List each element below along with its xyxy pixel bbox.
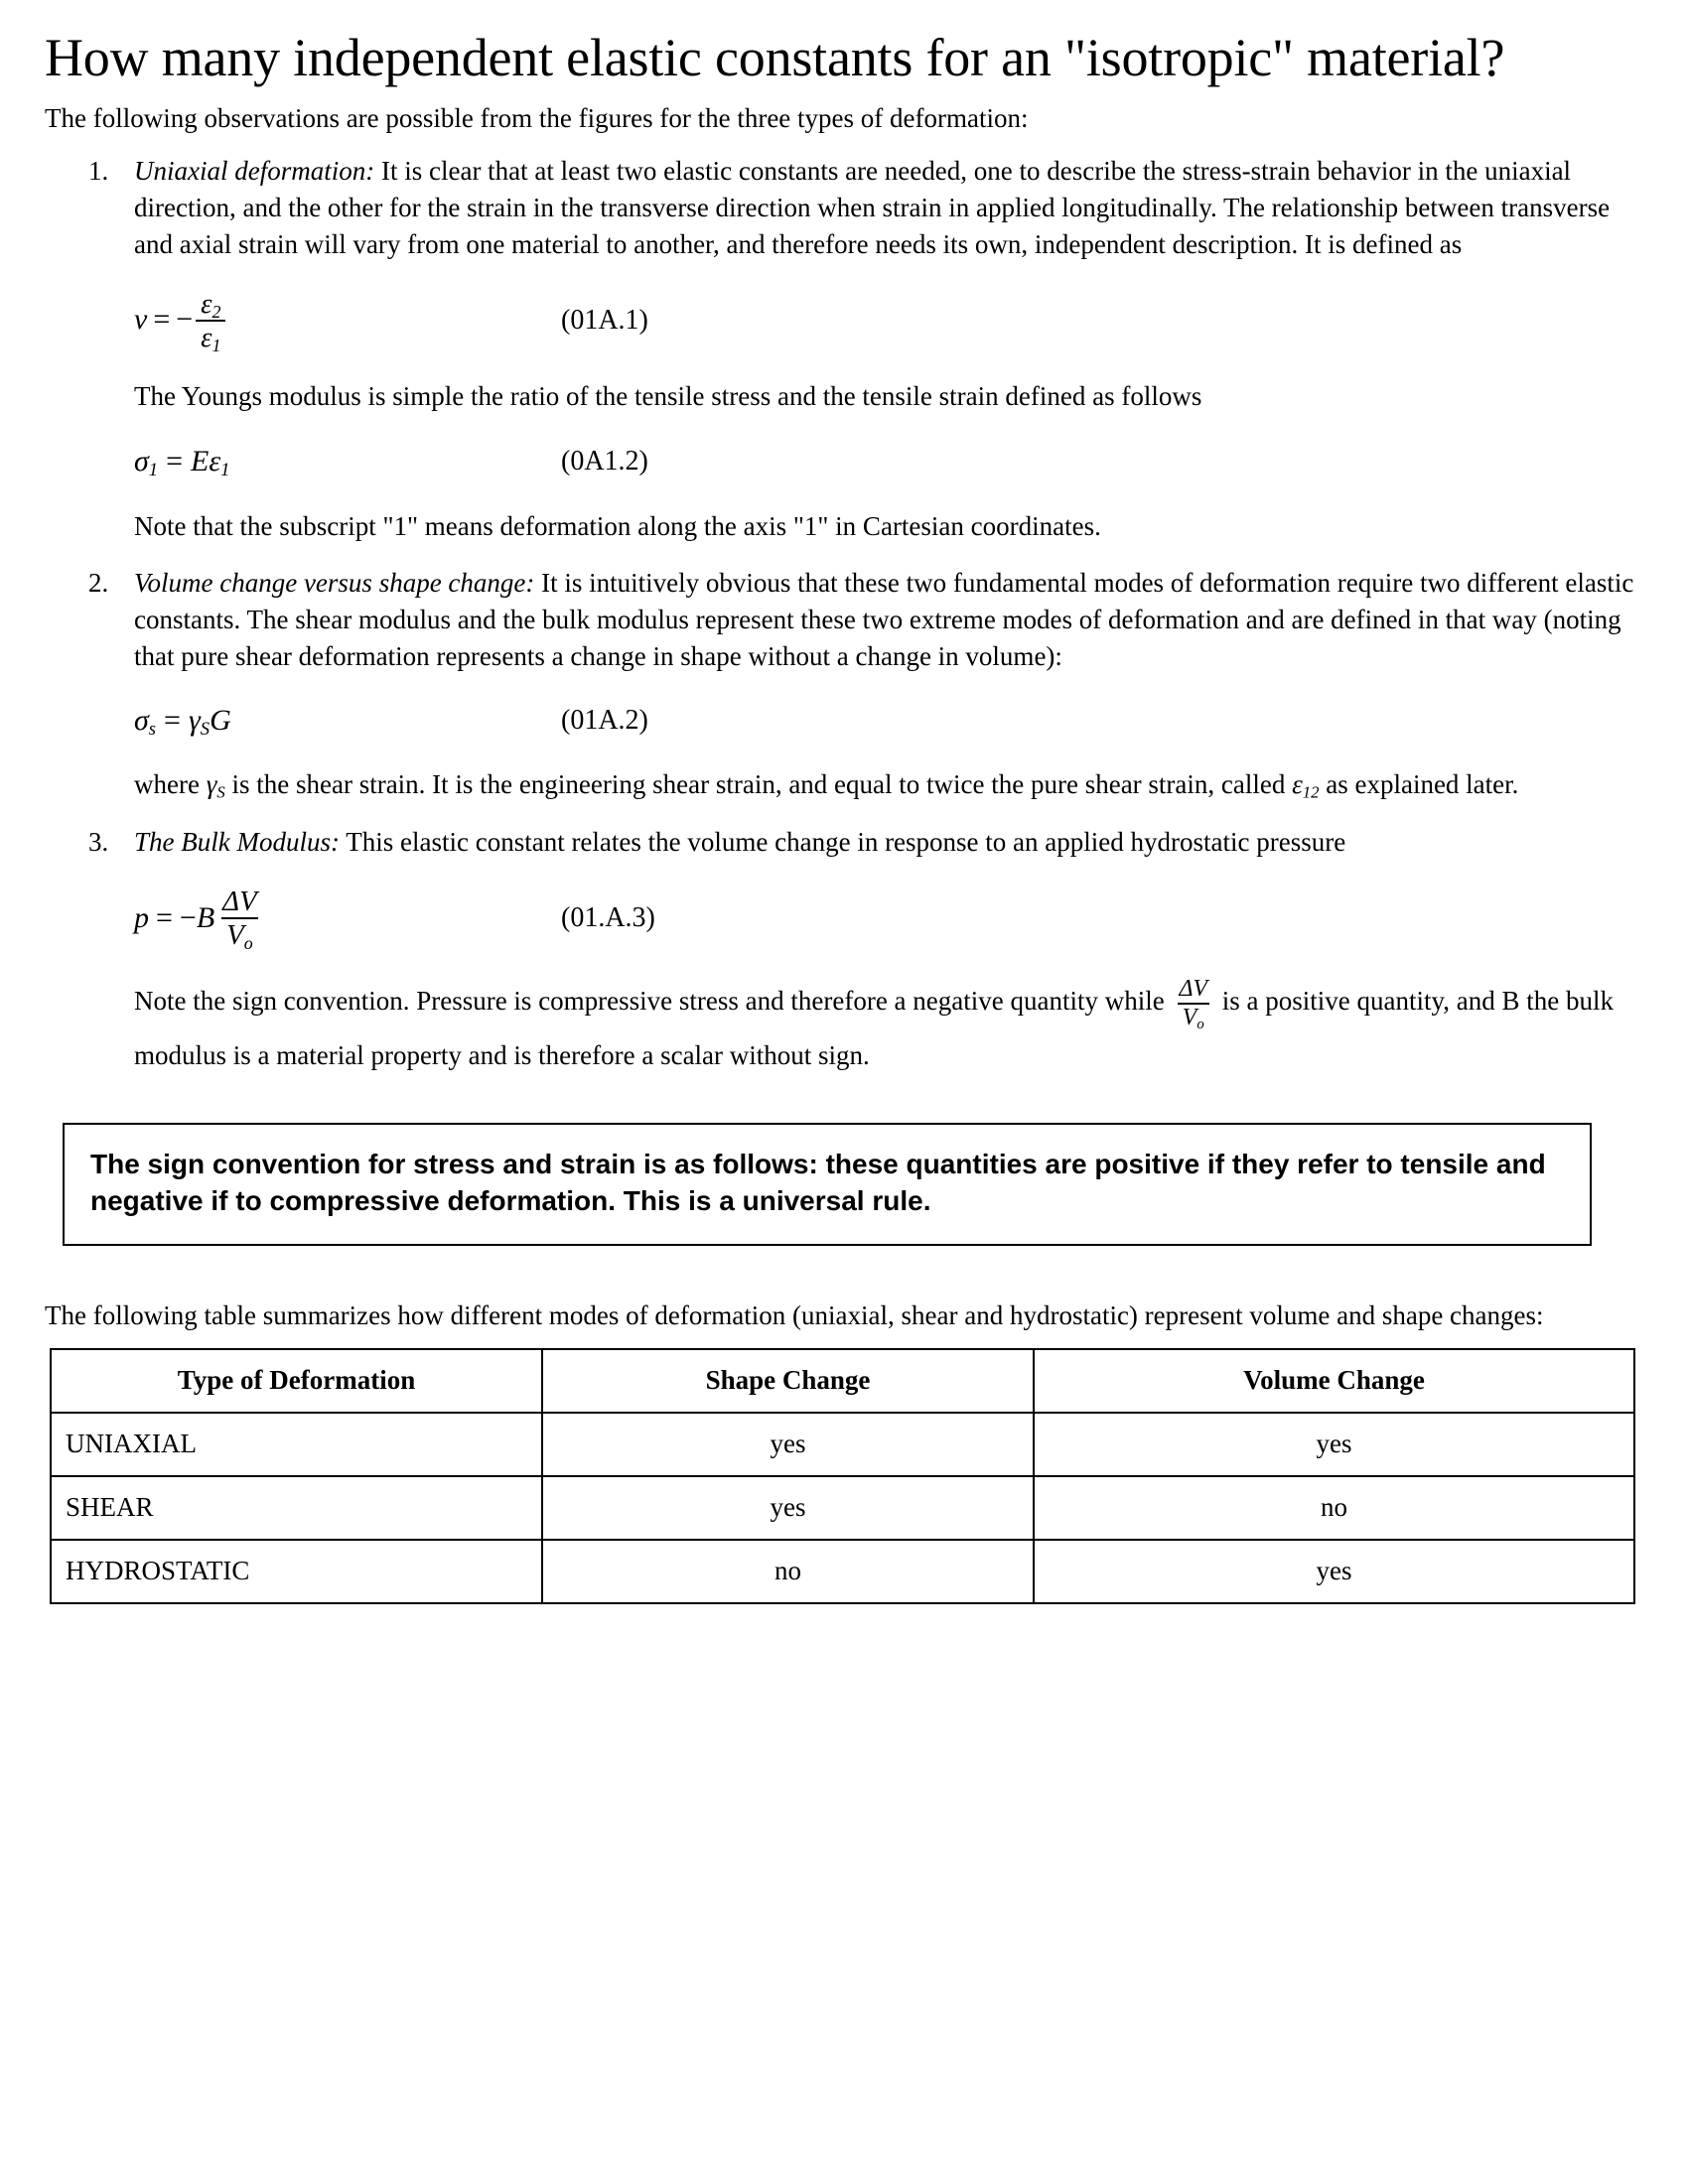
sign-note-denominator [1178, 1003, 1209, 1033]
table-header-type: Type of Deformation [51, 1349, 542, 1413]
poisson-num-symbol: ε [201, 287, 212, 320]
shear-note-before: where [134, 769, 207, 800]
bulk-pressure-symbol: p [134, 900, 149, 934]
sign-note-den-symbol: V [1182, 1005, 1197, 1031]
youngs-sigma: σ [134, 444, 149, 478]
table-header-volume: Volume Change [1034, 1349, 1634, 1413]
shear-sigma: σ [134, 703, 149, 737]
table-intro-paragraph: The following table summarizes how different modes of deformation (uniaxial, shear and hydrostatic) represent volume and shape changes: [45, 1300, 1544, 1331]
poisson-minus: − [176, 303, 194, 337]
sign-note-before: Note the sign convention. Pressure is compressive stress and therefore a negative quantity while [134, 986, 1172, 1017]
shear-sigma-group [134, 701, 156, 742]
youngs-epsilon-group [209, 442, 229, 482]
sign-note-den-subscript: o [1196, 1017, 1204, 1033]
table-row [51, 1540, 1634, 1603]
cell-volume-hydrostatic: yes [1034, 1540, 1634, 1603]
observation-item-3 [134, 824, 1643, 1081]
youngs-epsilon-subscript: 1 [220, 460, 230, 480]
cell-shape-shear: yes [542, 1476, 1034, 1540]
shear-note-gamma-group [206, 769, 225, 803]
cell-type-hydrostatic: HYDROSTATIC [51, 1540, 542, 1603]
equation-youngs [134, 442, 1643, 482]
youngs-sigma-group [134, 442, 158, 482]
equation-poisson [134, 287, 1643, 355]
bulk-numerator: ΔV [222, 885, 257, 917]
sign-note-fraction [1174, 976, 1212, 1033]
intro-paragraph: The following observations are possible from the figures for the three types of deformation: [45, 103, 1029, 134]
equation-youngs-body [134, 442, 561, 482]
poisson-symbol: ν [134, 303, 148, 337]
equation-youngs-label: (0A1.2) [561, 446, 648, 478]
deformation-summary-table [50, 1348, 1635, 1604]
equation-bulk [134, 885, 1643, 954]
observation-text-3: This elastic constant relates the volume change in response to an applied hydrostatic pressure [339, 827, 1346, 858]
observation-lead-3: The Bulk Modulus: [134, 827, 340, 858]
poisson-denominator [196, 320, 225, 355]
youngs-intro: The Youngs modulus is simple the ratio of the tensile stress and the tensile strain defined as follows [134, 381, 1202, 411]
cell-shape-hydrostatic: no [542, 1540, 1034, 1603]
cell-shape-uniaxial: yes [542, 1413, 1034, 1476]
equation-shear-label: (01A.2) [561, 704, 648, 736]
poisson-den-symbol: ε [201, 321, 212, 353]
shear-gamma-subscript: S [200, 718, 211, 740]
observation-lead-1: Uniaxial deformation: [134, 156, 375, 187]
shear-modulus-symbol: G [210, 703, 231, 737]
poisson-den-subscript: 1 [211, 335, 221, 355]
equation-bulk-body [134, 885, 561, 954]
bulk-den-subscript: o [243, 933, 253, 954]
equation-poisson-label: (01A.1) [561, 304, 648, 336]
poisson-num-subscript: 2 [211, 301, 221, 322]
poisson-numerator [196, 289, 225, 320]
poisson-equals: = [153, 303, 171, 337]
shear-gamma: γ [188, 703, 201, 737]
bulk-den-symbol: V [226, 919, 244, 952]
observation-text-1: It is clear that at least two elastic constants are needed, one to describe the stress-strain behavior in the uniaxial direction, and the other for the strain in the transverse direction when strain in applied longitudinally. The relationship between transverse and axial strain will vary from one material to another, and therefore needs its own, independent description. It is defined as [134, 156, 1611, 259]
shear-note-epsilon-group [1292, 769, 1320, 803]
shear-note-epsilon: ε [1292, 769, 1303, 800]
table-row [51, 1476, 1634, 1540]
cell-volume-uniaxial: yes [1034, 1413, 1634, 1476]
page-title: How many independent elastic constants for an "isotropic" material? [45, 28, 1505, 87]
shear-note-epsilon-subscript: 12 [1302, 783, 1320, 803]
sign-note-numerator: ΔV [1179, 976, 1208, 1003]
observation-item-2 [134, 565, 1643, 804]
observation-item-1 [134, 153, 1643, 545]
equation-shear [134, 701, 1643, 742]
sign-convention-note [134, 976, 1643, 1081]
bulk-modulus-symbol: B [196, 900, 215, 934]
cell-volume-shear: no [1034, 1476, 1634, 1540]
shear-note-gamma-subscript: S [216, 783, 225, 803]
sign-note-after: is a positive quantity, and B the bulk modulus is a material property and is therefore a scalar without sign. [134, 986, 1614, 1071]
observation-text-2: It is intuitively obvious that these two fundamental modes of deformation require two different elastic constants. The shear modulus and the bulk modulus represent these two extreme modes of deformation and are defined in that way (noting that pure shear deformation represents a change in shape without a change in volume): [134, 568, 1634, 671]
observation-lead-2: Volume change versus shape change: [134, 568, 535, 599]
bulk-minus: − [179, 900, 197, 934]
bulk-equals: = [156, 900, 173, 934]
equation-poisson-body [134, 287, 561, 355]
observations-list [45, 153, 1658, 1081]
equation-shear-body [134, 701, 561, 742]
table-header-shape: Shape Change [542, 1349, 1034, 1413]
callout-text: The sign convention for stress and strain is as follows: these quantities are positive if they refer to tensile and negative if to compressive deformation. This is a universal rule. [90, 1149, 1546, 1217]
cell-type-uniaxial: UNIAXIAL [51, 1413, 542, 1476]
shear-strain-note [134, 766, 1643, 804]
subscript-note: Note that the subscript "1" means deformation along the axis "1" in Cartesian coordinates. [134, 510, 1101, 541]
table-header-row [51, 1349, 1634, 1413]
youngs-sigma-subscript: 1 [148, 460, 159, 480]
bulk-fraction [217, 885, 262, 954]
youngs-equals: = [166, 444, 184, 478]
table-row [51, 1413, 1634, 1476]
bulk-denominator [221, 917, 258, 954]
shear-equals: = [164, 703, 181, 737]
poisson-fraction [196, 287, 225, 355]
shear-gamma-group [189, 701, 210, 742]
equation-bulk-label: (01.A.3) [561, 902, 655, 934]
sign-convention-callout [63, 1123, 1592, 1246]
cell-type-shear: SHEAR [51, 1476, 542, 1540]
youngs-epsilon: ε [209, 444, 221, 478]
shear-sigma-subscript: s [148, 718, 157, 740]
shear-note-after: as explained later. [1319, 769, 1519, 800]
shear-note-middle: is the shear strain. It is the engineering shear strain, and equal to twice the pure shear strain, called [224, 769, 1293, 800]
youngs-modulus-symbol: E [191, 444, 210, 478]
shear-note-gamma: γ [206, 769, 217, 800]
